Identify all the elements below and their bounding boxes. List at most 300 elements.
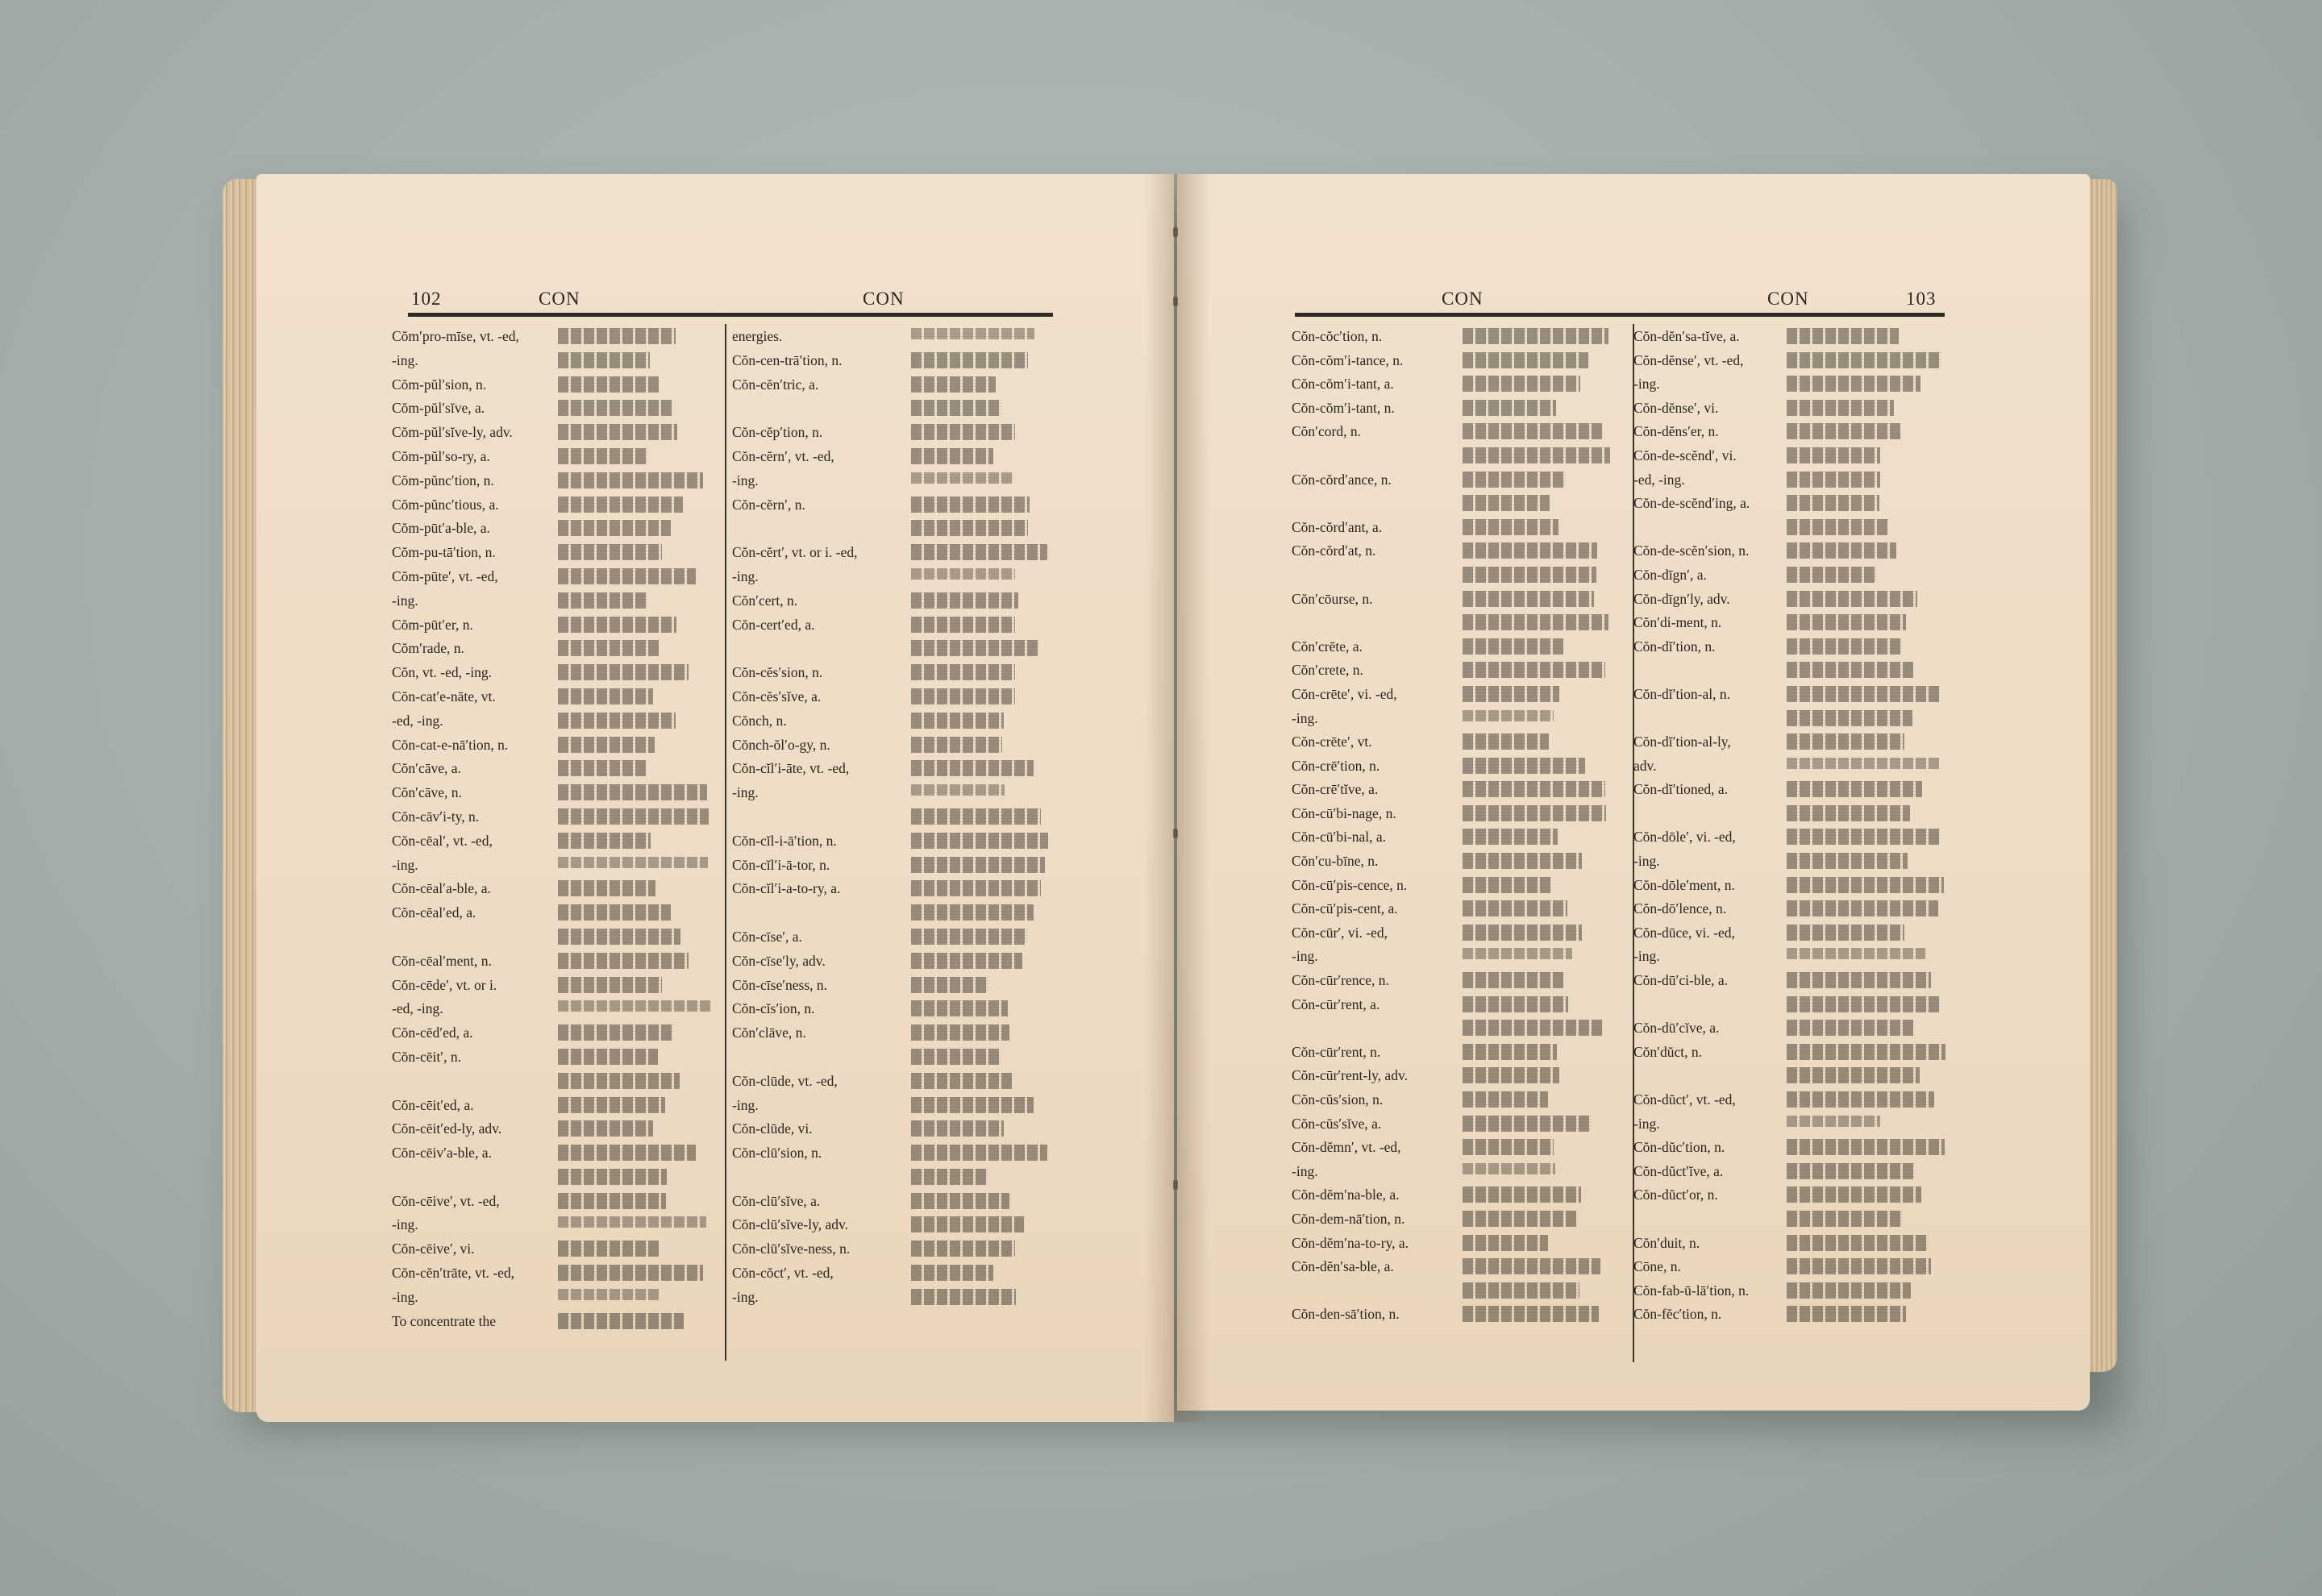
japanese-gloss-glyphs [1787,542,1896,559]
japanese-gloss-glyphs [911,688,1015,704]
japanese-gloss-glyphs [1787,328,1899,344]
entry-headword: Cŏn-cūr′rent-ly, adv. [1292,1067,1408,1084]
dictionary-entry [732,736,1056,760]
dictionary-entry [392,1264,718,1288]
entry-headword: -ing. [1292,709,1318,726]
dictionary-entry [1292,471,1624,518]
entry-headword: Cŏn-dĕnse′, vt. -ed, [1633,351,1744,368]
dictionary-entry [732,832,1056,856]
japanese-gloss-glyphs [1787,567,1877,583]
japanese-gloss-glyphs [1787,352,1941,368]
japanese-gloss-glyphs [1787,495,1879,511]
dictionary-entry [732,879,1056,928]
page-number-right: 103 [1906,289,1937,309]
running-head-right-2: CON [1767,289,1809,309]
japanese-gloss-glyphs [1463,853,1582,869]
dictionary-entry [1292,1115,1624,1139]
dictionary-entry [732,688,1056,712]
japanese-gloss-glyphs [1463,805,1606,821]
entry-headword: Cŏm-pŭnc′tious, a. [392,496,499,513]
japanese-gloss-glyphs [1463,1282,1579,1299]
dictionary-entry [1292,542,1624,589]
japanese-gloss-glyphs [558,328,676,344]
dictionary-entry [1633,351,1953,376]
entry-headword: Cŏn-cēit′ed, a. [392,1096,474,1113]
japanese-gloss-glyphs [1787,1235,1929,1251]
japanese-gloss-glyphs [1787,948,1925,959]
dictionary-entry [392,639,718,663]
entry-headword: Cōne, n. [1633,1258,1681,1275]
japanese-gloss-glyphs [1787,734,1904,750]
dictionary-entry [732,783,1056,832]
dictionary-entry [392,1312,718,1336]
running-head-right-1: CON [1442,289,1484,309]
dictionary-entry [732,1288,1056,1312]
japanese-gloss-glyphs [911,737,1002,753]
dictionary-entry [1633,971,1953,1019]
entry-headword: Cŏn-cēal′ed, a. [392,904,476,921]
dictionary-entry [392,712,718,736]
entry-headword: Cŏn-clū′sĭve, a. [732,1192,821,1209]
dictionary-entry [392,952,718,976]
binding-stitch [1173,829,1178,838]
japanese-gloss-glyphs [1787,1116,1880,1127]
entry-headword: Cŏn-crēte′, vi. -ed, [1292,685,1397,702]
japanese-gloss-glyphs [1463,758,1585,774]
japanese-gloss-glyphs [1463,542,1597,559]
entry-headword: -ed, -ing. [392,1000,443,1017]
japanese-gloss-glyphs [1463,948,1572,959]
dictionary-entry [732,1120,1056,1144]
dictionary-entry [392,447,718,472]
entry-headword: Cŏn-cĕs′sĭve, a. [732,688,822,704]
dictionary-entry [1633,638,1953,685]
japanese-gloss-glyphs [1787,1258,1931,1274]
entry-headword: Cŏn-clū′sĭve-ness, n. [732,1241,851,1257]
dictionary-entry [1633,900,1953,924]
entry-headword: Cŏm-pŭl′sion, n. [392,376,487,393]
japanese-gloss-glyphs [1787,996,1940,1012]
japanese-gloss-glyphs [558,1289,659,1300]
japanese-gloss-glyphs [1463,400,1556,416]
dictionary-entry [732,423,1056,447]
japanese-gloss-glyphs [558,400,672,416]
entry-headword: Cŏn-de-scĕnd′ing, a. [1633,495,1750,512]
entry-headword: Cŏn-cŭs′sion, n. [1292,1091,1384,1108]
entry-headword: Cŏn-dĕnse′, vi. [1633,399,1719,416]
japanese-gloss-glyphs [911,497,1030,513]
dictionary-entry [732,1144,1056,1192]
entry-headword: Cŏn-cŏct′, vt. -ed, [732,1265,834,1282]
japanese-gloss-glyphs [558,833,651,849]
dictionary-entry [1633,613,1953,638]
dictionary-entry [1633,876,1953,900]
entry-headword: Cŏn-dĕm′na-to-ry, a. [1292,1234,1409,1251]
japanese-gloss-glyphs [911,1049,1001,1065]
japanese-gloss-glyphs [558,1025,673,1041]
japanese-gloss-glyphs [558,640,659,656]
japanese-gloss-glyphs [1787,781,1922,797]
japanese-gloss-glyphs [1787,758,1939,769]
entry-headword: Cŏn-crē′tion, n. [1292,757,1380,774]
dictionary-entry [1292,399,1624,423]
japanese-gloss-glyphs [1787,662,1913,678]
entry-headword: -ed, -ing. [392,712,443,729]
dictionary-entry [1292,947,1624,971]
japanese-gloss-glyphs [1787,423,1900,439]
japanese-gloss-glyphs [1463,495,1550,511]
japanese-gloss-glyphs [558,664,689,680]
entry-headword: -ing. [392,856,418,873]
dictionary-entry [1633,542,1953,566]
japanese-gloss-glyphs [1787,877,1944,893]
entry-headword: Cŏn-cĭl′i-a-to-ry, a. [732,880,841,897]
dictionary-entry [1633,1043,1953,1091]
japanese-gloss-glyphs [911,904,1034,921]
japanese-gloss-glyphs [558,352,650,368]
right-page [1177,174,2090,1411]
dictionary-entry [1292,828,1624,852]
entry-headword: Cŏn-cĭl′i-āte, vt. -ed, [732,760,850,777]
dictionary-entry [1633,590,1953,614]
entry-headword: Cŏn-cūr′, vi. -ed, [1292,924,1388,941]
binding-stitch [1173,1180,1178,1190]
dictionary-entry [392,616,718,640]
japanese-gloss-glyphs [1787,400,1894,416]
entry-headword: -ing. [1633,376,1660,393]
dictionary-entry [732,1072,1056,1096]
entry-headword: -ing. [392,1288,418,1305]
entry-headword: Cŏn-dĭ′tion-al-ly, [1633,734,1731,750]
japanese-gloss-glyphs [911,1073,1012,1089]
page-edges-right [2085,179,2117,1372]
japanese-gloss-glyphs [1787,829,1940,845]
dictionary-entry [1633,327,1953,351]
dictionary-entry [392,1144,718,1192]
japanese-gloss-glyphs [1787,925,1904,941]
japanese-gloss-glyphs [558,977,662,993]
entry-headword: Cŏn′crete, n. [1292,662,1363,679]
dictionary-entry [392,856,718,880]
japanese-gloss-glyphs [558,1120,653,1137]
japanese-gloss-glyphs [911,1169,988,1185]
entry-headword: Cŏn-cēit′, n. [392,1048,461,1065]
dictionary-entry [392,543,718,567]
japanese-gloss-glyphs [911,1025,1009,1041]
dictionary-entry [1633,447,1953,471]
running-head-left-1: CON [539,289,580,309]
dictionary-entry [392,1192,718,1216]
japanese-gloss-glyphs [911,617,1015,633]
japanese-gloss-glyphs [1787,1211,1903,1227]
entry-headword: -ing. [1292,1162,1318,1179]
entry-headword: Cŏm-pūt′a-ble, a. [392,520,490,537]
entry-headword: To concentrate the [392,1312,496,1329]
entry-headword: Cŏn-cĭl′i-ā-tor, n. [732,856,830,873]
dictionary-entry [1292,733,1624,757]
japanese-gloss-glyphs [558,497,683,513]
japanese-gloss-glyphs [1787,1139,1945,1155]
entry-headword: Cŏn′clāve, n. [732,1025,806,1041]
dictionary-entry [392,519,718,543]
japanese-gloss-glyphs [1463,519,1558,535]
entry-headword: Cŏn-dŭct′or, n. [1633,1187,1718,1203]
japanese-gloss-glyphs [558,808,709,825]
japanese-gloss-glyphs [1787,805,1910,821]
entry-headword: -ing. [1633,948,1660,965]
entry-headword: Cŏn-cĭl-i-ā′tion, n. [732,832,837,849]
entry-headword: Cŏm-pŭl′sĭve, a. [392,400,485,417]
dictionary-entry [392,1240,718,1264]
entry-headword: Cŏn-clū′sion, n. [732,1145,822,1162]
japanese-gloss-glyphs [911,1145,1047,1161]
entry-headword: Cŏn′dŭct, n. [1633,1043,1703,1060]
dictionary-entry [1633,494,1953,542]
japanese-gloss-glyphs [911,929,1027,945]
japanese-gloss-glyphs [911,1265,993,1281]
dictionary-entry [1633,1115,1953,1139]
entry-headword: Cŏn-dīgn′ly, adv. [1633,590,1730,607]
japanese-gloss-glyphs [1463,925,1582,941]
entry-headword: Cŏn-dĕmn′, vt. -ed, [1292,1139,1401,1156]
japanese-gloss-glyphs [1787,972,1931,988]
entry-headword: -ing. [732,1288,759,1305]
dictionary-entry [392,423,718,447]
dictionary-entry [1633,1019,1953,1043]
entry-headword: Cŏn-cēde′, vt. or i. [392,976,497,993]
entry-headword: Cŏn-dĕn′sa-ble, a. [1292,1258,1394,1275]
japanese-gloss-glyphs [1463,1020,1603,1036]
entry-headword: Cŏn-cŏrd′at, n. [1292,542,1376,559]
dictionary-entry [732,1192,1056,1216]
japanese-gloss-glyphs [1787,1282,1911,1299]
japanese-gloss-glyphs [1463,1067,1559,1083]
dictionary-entry [732,496,1056,544]
dictionary-entry [1633,924,1953,948]
left-column-1 [392,327,718,1336]
japanese-gloss-glyphs [911,1216,1024,1232]
japanese-gloss-glyphs [558,737,655,753]
entry-headword: Cŏm-pŭnc′tion, n. [392,472,494,488]
entry-headword: Cŏn-cīse′ly, adv. [732,952,826,969]
entry-headword: Cŏn-den-sā′tion, n. [1292,1306,1400,1323]
japanese-gloss-glyphs [911,833,1048,849]
japanese-gloss-glyphs [558,617,676,633]
japanese-gloss-glyphs [1463,1187,1581,1203]
japanese-gloss-glyphs [1787,1067,1920,1083]
dictionary-entry [1292,1234,1624,1258]
dictionary-entry [392,688,718,712]
japanese-gloss-glyphs [1463,567,1596,583]
entry-headword: Cŏn-cīse′, a. [732,928,802,945]
entry-headword: Cŏn-fab-ū-lā′tion, n. [1633,1282,1750,1299]
dictionary-entry [1633,852,1953,876]
japanese-gloss-glyphs [1787,1020,1913,1036]
entry-headword: Cŏn-clū′sĭve-ly, adv. [732,1216,848,1233]
japanese-gloss-glyphs [558,1000,710,1012]
dictionary-entry [1633,422,1953,447]
dictionary-entry [732,351,1056,376]
dictionary-entry [1292,995,1624,1043]
dictionary-entry [1633,780,1953,828]
dictionary-entry [1633,1162,1953,1187]
entry-headword: Cŏn-dūce, vi. -ed, [1633,924,1735,941]
japanese-gloss-glyphs [1787,1163,1914,1179]
entry-headword: Cŏn-cĕn′trāte, vt. -ed, [392,1265,515,1282]
japanese-gloss-glyphs [911,857,1045,873]
dictionary-entry [1633,828,1953,852]
japanese-gloss-glyphs [558,1216,706,1228]
page-number-left: 102 [411,289,442,309]
entry-headword: -ing. [392,1216,418,1233]
dictionary-entry [732,1216,1056,1240]
entry-headword: Cŏn-cŏc′tion, n. [1292,328,1383,344]
entry-headword: Cŏn-cū′bi-nage, n. [1292,804,1396,821]
japanese-gloss-glyphs [558,713,676,729]
entry-headword: Cŏn-clūde, vi. [732,1120,813,1137]
dictionary-entry [732,759,1056,783]
entry-headword: Cŏn-dŭc′tion, n. [1633,1139,1725,1156]
japanese-gloss-glyphs [1463,638,1563,655]
japanese-gloss-glyphs [911,352,1028,368]
japanese-gloss-glyphs [558,904,671,921]
dictionary-entry [1292,1186,1624,1210]
japanese-gloss-glyphs [558,857,708,868]
dictionary-entry [1292,780,1624,804]
japanese-gloss-glyphs [911,1241,1015,1257]
dictionary-entry [1292,1210,1624,1234]
japanese-gloss-glyphs [1463,996,1568,1012]
japanese-gloss-glyphs [1787,1091,1934,1108]
dictionary-entry [1292,804,1624,829]
dictionary-entry [1633,1257,1953,1282]
japanese-gloss-glyphs [911,592,1018,609]
entry-headword: -ing. [732,1096,759,1113]
right-column-2 [1633,327,1953,1329]
entry-headword: Cŏn-cert′ed, a. [732,616,815,633]
japanese-gloss-glyphs [911,640,1039,656]
japanese-gloss-glyphs [911,1097,1034,1113]
entry-headword: Cŏn-cēive′, vt. -ed, [392,1192,500,1209]
entry-headword: Cŏn-cŏm′i-tance, n. [1292,351,1404,368]
entry-headword: Cŏn-cēive′, vi. [392,1241,475,1257]
japanese-gloss-glyphs [911,448,993,464]
entry-headword: Cŏn-cat′e-nāte, vt. [392,688,496,704]
dictionary-entry [392,904,718,952]
entry-headword: Cŏn-cĕrt′, vt. or i. -ed, [732,544,858,561]
entry-headword: Cŏnch, n. [732,712,787,729]
dictionary-entry [732,856,1056,880]
dictionary-entry [1292,518,1624,542]
entry-headword: Cŏn-cū′pis-cent, a. [1292,900,1398,917]
japanese-gloss-glyphs [911,1289,1016,1305]
dictionary-entry [1633,1186,1953,1233]
entry-headword: Cŏn-cen-trā′tion, n. [732,351,843,368]
japanese-gloss-glyphs [1787,447,1880,463]
dictionary-entry [392,1216,718,1240]
dictionary-entry [1633,471,1953,495]
japanese-gloss-glyphs [558,953,689,969]
entry-headword: -ing. [1633,853,1660,870]
dictionary-entry [1633,375,1953,399]
dictionary-entry [1633,566,1953,590]
right-column-1 [1292,327,1624,1329]
dictionary-entry [392,736,718,760]
entry-headword: Cŏm-pŭl′so-ry, a. [392,447,490,464]
japanese-gloss-glyphs [1463,1116,1592,1132]
entry-headword: energies. [732,328,783,344]
entry-headword: Cŏn-cūr′rence, n. [1292,972,1389,989]
entry-headword: Cŏn-dĕm′na-ble, a. [1292,1187,1400,1203]
entry-headword: Cŏn-cū′bi-nal, a. [1292,829,1387,846]
entry-headword: -ing. [732,784,759,801]
entry-headword: Cŏn-cēit′ed-ly, adv. [392,1120,502,1137]
entry-headword: Cŏn-cat-e-nā′tion, n. [392,736,509,753]
entry-headword: Cŏn-cūr′rent, n. [1292,1043,1381,1060]
japanese-gloss-glyphs [558,520,671,536]
japanese-gloss-glyphs [911,784,1005,796]
entry-headword: Cŏn-cĕrn′, n. [732,496,805,513]
japanese-gloss-glyphs [1463,781,1605,797]
japanese-gloss-glyphs [911,568,1015,580]
entry-headword: Cŏn-cēd′ed, a. [392,1025,473,1041]
japanese-gloss-glyphs [558,592,647,609]
japanese-gloss-glyphs [1787,1187,1921,1203]
japanese-gloss-glyphs [1463,900,1567,916]
entry-headword: -ing. [392,351,418,368]
dictionary-entry [392,832,718,856]
japanese-gloss-glyphs [1463,472,1566,488]
dictionary-entry [392,496,718,520]
dictionary-entry [1292,1091,1624,1115]
dictionary-entry [1292,1138,1624,1162]
entry-headword: Cŏn-dĭ′tion, n. [1633,638,1716,655]
japanese-gloss-glyphs [911,472,1013,484]
japanese-gloss-glyphs [1463,1258,1600,1274]
dictionary-entry [392,1120,718,1144]
entry-headword: Cŏnch-ŏl′o-gy, n. [732,736,830,753]
entry-headword: Cŏn-cĕp′tion, n. [732,424,823,441]
dictionary-entry [1292,351,1624,376]
entry-headword: Cŏn-dĭ′tioned, a. [1633,781,1729,798]
japanese-gloss-glyphs [911,1193,1009,1209]
dictionary-entry [1292,638,1624,662]
japanese-gloss-glyphs [558,688,653,704]
dictionary-entry [732,1096,1056,1120]
japanese-gloss-glyphs [558,472,703,488]
dictionary-entry [392,1096,718,1120]
entry-headword: Cŏn-dem-nā′tion, n. [1292,1210,1405,1227]
dictionary-entry [1292,971,1624,995]
dictionary-entry [392,808,718,832]
japanese-gloss-glyphs [1463,1091,1548,1108]
japanese-gloss-glyphs [1463,352,1588,368]
dictionary-entry [1292,1066,1624,1091]
dictionary-entry [1292,1043,1624,1067]
japanese-gloss-glyphs [558,448,647,464]
dictionary-entry [392,783,718,808]
japanese-gloss-glyphs [911,664,1015,680]
dictionary-entry [732,712,1056,736]
entry-headword: Cŏn-dŭct′ĭve, a. [1633,1162,1724,1179]
japanese-gloss-glyphs [558,1073,680,1089]
japanese-gloss-glyphs [911,880,1041,896]
japanese-gloss-glyphs [558,760,646,776]
japanese-gloss-glyphs [1787,1044,1945,1060]
japanese-gloss-glyphs [911,328,1034,339]
entry-headword: Cŏn-dĭ′tion-al, n. [1633,685,1730,702]
entry-headword: Cŏn-cŏm′i-tant, a. [1292,376,1394,393]
